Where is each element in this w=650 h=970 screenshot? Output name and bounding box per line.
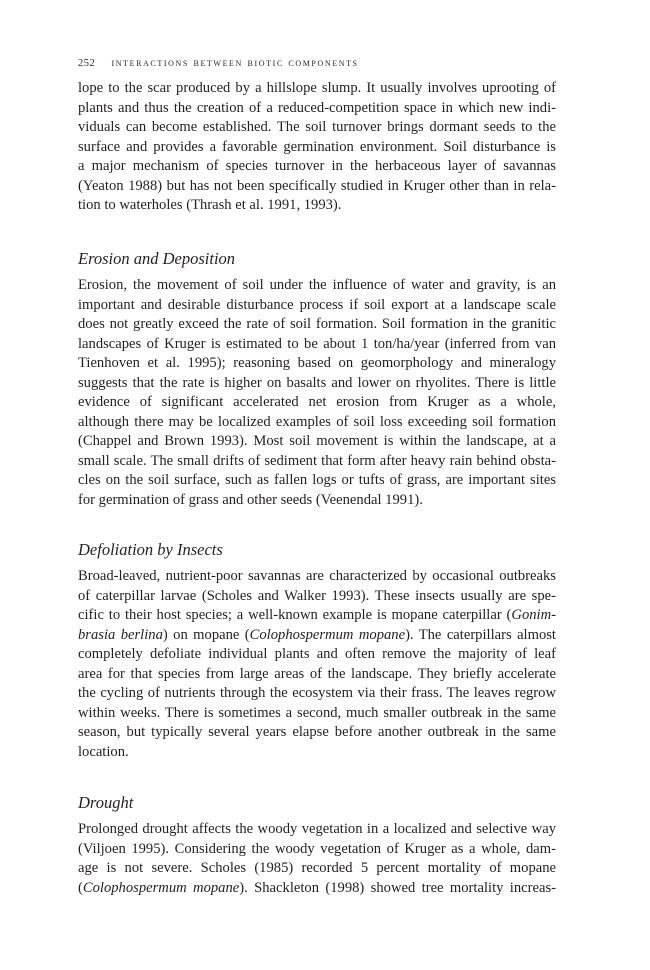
- species-name: Colophospermum mopane: [82, 879, 240, 896]
- text-line: viduals can become established. The soil turnover brings dormant seeds to the: [78, 119, 556, 135]
- text-run: ). Shackleton (1998) showed tree mortality increas-: [239, 879, 556, 896]
- text-line: [78, 626, 556, 646]
- text-line: landscapes of Kruger is estimated to be about 1 ton/ha/year (inferred from van: [78, 335, 556, 352]
- paragraph-erosion: [78, 276, 556, 510]
- species-name: Gonim-: [511, 607, 556, 623]
- paragraph-intro: [78, 79, 556, 216]
- text-line: although there may be localized examples of soil loss exceeding soil formation: [78, 413, 556, 430]
- text-line: plants and thus the creation of a reduced-competition space in which new indi-: [78, 99, 556, 116]
- text-line: Prolonged drought affects the woody vegetation in a localized and selective way: [78, 821, 556, 837]
- text-line: cles on the soil surface, such as fallen logs or tufts of grass, are important sites: [78, 472, 556, 488]
- text-line: season, but typically several years elapse before another outbreak in the same: [78, 724, 556, 740]
- text-line: the cycling of nutrients through the ecosystem via their frass. The leaves regrow: [78, 685, 556, 701]
- text-line: evidence of significant accelerated net erosion from Kruger as a whole,: [78, 394, 556, 410]
- paragraph-drought: [78, 820, 556, 898]
- species-name: brasia berlina: [78, 626, 163, 643]
- text-line: Broad-leaved, nutrient-poor savannas are characterized by occasional outbreaks: [78, 568, 556, 584]
- text-line: small scale. The small drifts of sediment that form after heavy rain behind obsta-: [78, 452, 556, 469]
- paragraph-defoliation: [78, 567, 556, 762]
- section-heading-drought: Drought: [78, 793, 134, 812]
- text-line: (Chappel and Brown 1993). Most soil movement is within the landscape, at a: [78, 433, 556, 449]
- text-line: does not greatly exceed the rate of soil formation. Soil formation in the granitic: [78, 316, 556, 332]
- text-line: age is not severe. Scholes (1985) recorded 5 percent mortality of mopane: [78, 860, 556, 876]
- section-heading-erosion: Erosion and Deposition: [78, 249, 236, 268]
- text-line: [78, 879, 556, 899]
- page-number: 252: [78, 58, 96, 69]
- text-line: lope to the scar produced by a hillslope slump. It usually involves uprooting of: [78, 80, 556, 96]
- text-line: location.: [78, 743, 129, 760]
- text-run: ). The caterpillars almost: [405, 626, 556, 643]
- text-line: area for that species from large areas of the landscape. They briefly accelerate: [78, 665, 556, 682]
- text-line: Erosion, the movement of soil under the influence of water and gravity, is an: [78, 277, 556, 293]
- text-line: (Viljoen 1995). Considering the woody vegetation of Kruger as a whole, dam-: [78, 840, 556, 857]
- running-head-title: interactions between biotic components: [111, 55, 359, 69]
- text-run: ) on mopane (: [162, 626, 250, 643]
- text-line: suggests that the rate is higher on basalts and lower on rhyolites. There is little: [78, 374, 556, 391]
- text-line: [78, 606, 556, 626]
- text-line: for germination of grass and other seeds (Veenendal 1991).: [78, 491, 423, 508]
- section-heading-defoliation: Defoliation by Insects: [78, 540, 223, 559]
- text-line: of caterpillar larvae (Scholes and Walker 1993). These insects usually are spe-: [78, 587, 556, 604]
- text-line: a major mechanism of species turnover in the herbaceous layer of savannas: [78, 158, 556, 174]
- text-run: (: [78, 879, 83, 896]
- text-run: cific to their host species; a well-known example is mopane caterpillar (: [78, 607, 512, 623]
- text-line: important and desirable disturbance process if soil export at a landscape scale: [78, 296, 556, 313]
- text-line: (Yeaton 1988) but has not been specifically studied in Kruger other than in rela-: [78, 177, 556, 194]
- text-line: surface and provides a favorable germination environment. Soil disturbance is: [78, 138, 556, 155]
- text-line: within weeks. There is sometimes a second, much smaller outbreak in the same: [78, 704, 556, 721]
- running-head: [78, 55, 359, 70]
- text-line: tion to waterholes (Thrash et al. 1991, 1993).: [78, 197, 342, 213]
- species-name: Colophospermum mopane: [249, 626, 406, 643]
- text-line: Tienhoven et al. 1995); reasoning based on geomorphology and mineralogy: [78, 355, 556, 371]
- text-line: completely defoliate individual plants and often remove the majority of leaf: [78, 646, 556, 662]
